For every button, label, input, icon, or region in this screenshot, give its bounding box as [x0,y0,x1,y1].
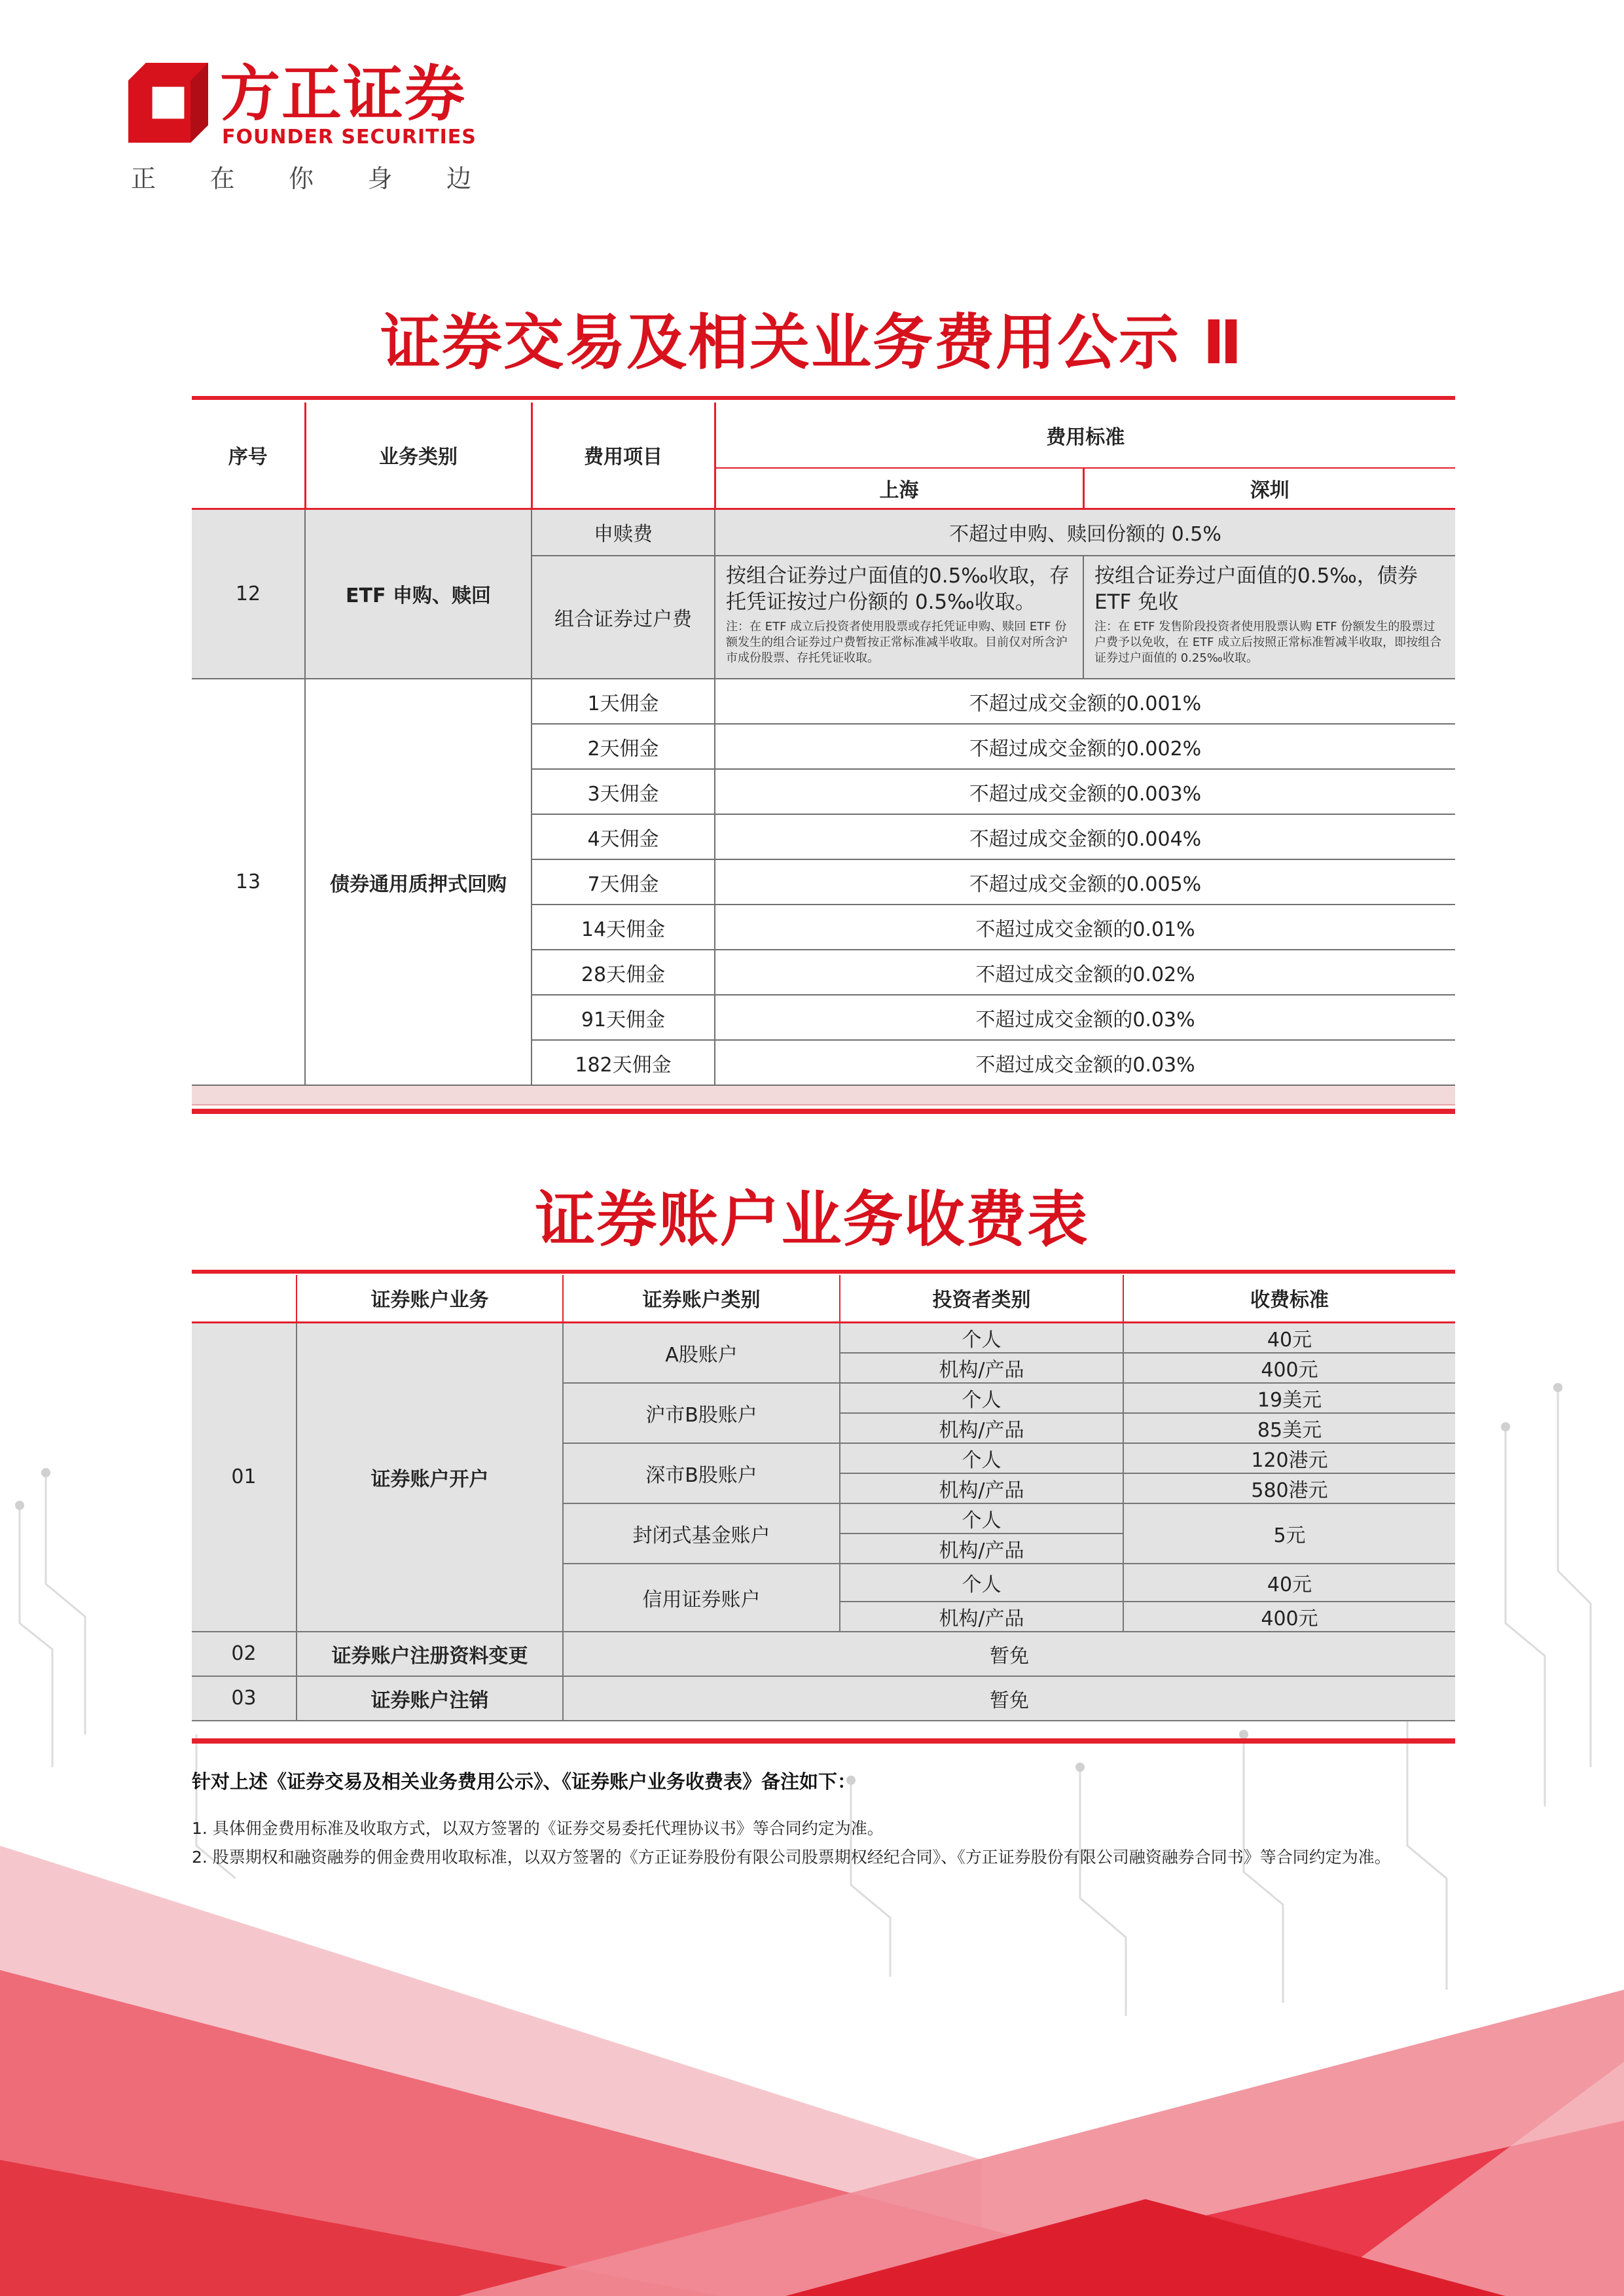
repo-value: 不超过成交金额的0.004% [715,814,1455,859]
account-type-sz-b: 深市B股账户 [563,1443,840,1503]
repo-value: 不超过成交金额的0.003% [715,769,1455,814]
repo-item: 2天佣金 [532,724,715,769]
fee-value: 580港元 [1123,1473,1455,1503]
company-logo [128,59,477,198]
etf-sz-main: 按组合证券过户面值的0.5‰，债券ETF 免收 [1094,564,1418,614]
cancel-seq: 03 [192,1676,297,1721]
repo-value: 不超过成交金额的0.02% [715,950,1455,995]
cancel-fee: 暂免 [563,1676,1455,1721]
header-item: 费用项目 [532,403,715,509]
fee-table-title: 证券交易及相关业务费用公示 Ⅱ [380,308,1244,378]
change-fee: 暂免 [563,1632,1455,1676]
divider [192,1270,1455,1274]
divider [192,396,1455,400]
fee-value: 40元 [1123,1322,1455,1353]
etf-business: ETF 申购、赎回 [305,509,532,679]
repo-value: 不超过成交金额的0.002% [715,724,1455,769]
account-type-credit: 信用证券账户 [563,1564,840,1632]
repo-value: 不超过成交金额的0.03% [715,1040,1455,1085]
account-type-fund: 封闭式基金账户 [563,1503,840,1564]
header-investor-type: 投资者类别 [840,1275,1123,1322]
repo-item: 3天佣金 [532,769,715,814]
investor-type: 个人 [840,1503,1123,1534]
repo-value: 不超过成交金额的0.005% [715,859,1455,905]
account-table-title: 证券账户业务收费表 [535,1185,1089,1255]
header-seq [192,1275,297,1322]
remark-item: 2. 股票期权和融资融券的佣金费用收取标准，以双方签署的《方正证券股份有限公司股票期权经纪合同》、《方正证券股份有限公司融资融券合同书》等合同约定为准。 [192,1848,1391,1867]
slogan-char: 边 [446,164,471,193]
fee-value: 19美元 [1123,1383,1455,1413]
etf-sz-note: 注：在 ETF 发售阶段投资者使用股票认购 ETF 份额发生的股票过户费予以免收，在 ETF 成立后按照正常标准暂减半收取，即按组合证券过户面值的 0.25‰收取。 [1094,620,1442,665]
repo-item: 182天佣金 [532,1040,715,1085]
etf-fee1-value: 不超过申购、赎回份额的 0.5% [715,509,1455,556]
investor-type: 机构/产品 [840,1473,1123,1503]
brand-name-cn: 方正证券 [220,59,467,129]
etf-fee2-name: 组合证券过户费 [532,556,715,679]
repo-business: 债券通用质押式回购 [305,679,532,1085]
etf-seq: 12 [192,509,305,679]
fee-value: 400元 [1123,1353,1455,1383]
account-type-sh-b: 沪市B股账户 [563,1383,840,1443]
etf-sh-note: 注：在 ETF 成立后投资者使用股票或存托凭证申购、赎回 ETF 份额发生的组合证券过户费暂按正常标准减半收取。目前仅对所含沪市成份股票、存托凭证收取。 [726,620,1068,665]
remarks [192,1767,1501,1875]
repo-value: 不超过成交金额的0.001% [715,679,1455,724]
repo-item: 4天佣金 [532,814,715,859]
header-shenzhen: 深圳 [1083,468,1455,509]
repo-item: 1天佣金 [532,679,715,724]
investor-type: 个人 [840,1322,1123,1353]
etf-fee1-name: 申赎费 [532,509,715,556]
table-footer-band [192,1085,1455,1105]
remarks-heading: 针对上述《证券交易及相关业务费用公示》、《证券账户业务收费表》备注如下： [192,1770,857,1793]
investor-type: 个人 [840,1443,1123,1473]
header-account-business: 证券账户业务 [297,1275,563,1322]
investor-type: 个人 [840,1383,1123,1413]
change-seq: 02 [192,1632,297,1676]
repo-value: 不超过成交金额的0.01% [715,905,1455,950]
cancel-business: 证券账户注销 [297,1676,563,1721]
repo-item: 28天佣金 [532,950,715,995]
fee-value: 120港元 [1123,1443,1455,1473]
investor-type: 个人 [840,1564,1123,1602]
header-account-type: 证券账户类别 [563,1275,840,1322]
header-fee-standard: 收费标准 [1123,1275,1455,1322]
account-type-a: A股账户 [563,1322,840,1383]
divider [192,1109,1455,1114]
founder-logo-mark-icon [128,63,208,143]
header-standard: 费用标准 [715,403,1455,468]
investor-type: 机构/产品 [840,1534,1123,1564]
fee-value: 5元 [1123,1503,1455,1564]
repo-seq: 13 [192,679,305,1085]
repo-item: 7天佣金 [532,859,715,905]
etf-sh-main: 按组合证券过户面值的0.5‰收取，存托凭证按过户份额的 0.5‰收取。 [726,564,1070,614]
investor-type: 机构/产品 [840,1413,1123,1443]
repo-item: 91天佣金 [532,995,715,1040]
investor-type: 机构/产品 [840,1353,1123,1383]
fee-value: 85美元 [1123,1413,1455,1443]
fee-value: 40元 [1123,1564,1455,1602]
header-seq: 序号 [192,403,305,509]
fee-value: 400元 [1123,1602,1455,1632]
header-shanghai: 上海 [715,468,1083,509]
repo-item: 14天佣金 [532,905,715,950]
open-business: 证券账户开户 [297,1322,563,1632]
slogan-char: 在 [209,164,235,193]
slogan-char: 正 [131,164,156,193]
change-business: 证券账户注册资料变更 [297,1632,563,1676]
header-business: 业务类别 [305,403,532,509]
investor-type: 机构/产品 [840,1602,1123,1632]
slogan [131,158,471,194]
remark-item: 1. 具体佣金费用标准及收取方式，以双方签署的《证券交易委托代理协议书》等合同约定为准。 [192,1819,884,1838]
divider [192,1738,1455,1744]
etf-fee2-shanghai [715,556,1083,679]
fee-table [192,403,1455,1105]
account-fee-table [192,1275,1455,1721]
slogan-char: 你 [288,164,314,193]
brand-name-en: FOUNDER SECURITIES [222,126,477,149]
repo-value: 不超过成交金额的0.03% [715,995,1455,1040]
etf-fee2-shenzhen [1083,556,1455,679]
slogan-char: 身 [367,164,393,193]
open-seq: 01 [192,1322,297,1632]
